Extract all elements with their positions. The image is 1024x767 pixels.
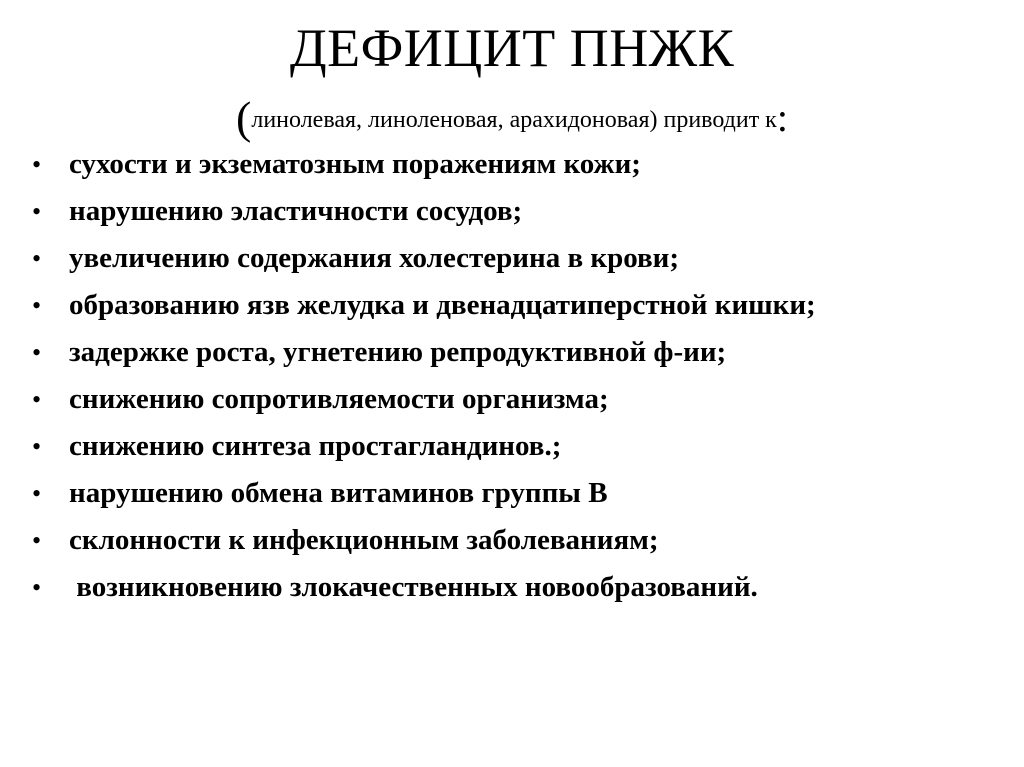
slide-title: ДЕФИЦИТ ПНЖК bbox=[289, 18, 735, 78]
list-item bbox=[32, 194, 992, 229]
list-item-text: образованию язв желудка и двенадцатиперстной кишки; bbox=[69, 289, 816, 321]
bullet-icon: • bbox=[32, 573, 42, 602]
slide-subtitle bbox=[0, 88, 1024, 150]
list-item bbox=[32, 147, 992, 182]
bullet-icon: • bbox=[32, 291, 42, 320]
list-item-text: склонности к инфекционным заболеваниям; bbox=[69, 524, 659, 556]
list-item bbox=[32, 429, 992, 464]
list-item-text: снижению синтеза простагландинов.; bbox=[69, 430, 562, 462]
list-item-text: нарушению эластичности сосудов; bbox=[69, 195, 523, 227]
list-item bbox=[32, 523, 992, 558]
list-item-text: задержке роста, угнетению репродуктивной ф-ии; bbox=[69, 336, 727, 368]
bullet-icon: • bbox=[32, 526, 42, 555]
bullet-icon: • bbox=[32, 385, 42, 414]
subtitle-text: линолевая, линоленовая, арахидоновая) приводит к bbox=[251, 107, 777, 133]
list-item bbox=[32, 476, 992, 511]
list-item-text: нарушению обмена витаминов группы В bbox=[69, 477, 608, 509]
subtitle-open-paren: ( bbox=[236, 92, 252, 143]
subtitle-colon: : bbox=[776, 95, 788, 140]
list-item bbox=[32, 570, 992, 605]
bullet-icon: • bbox=[32, 197, 42, 226]
list-item bbox=[32, 288, 929, 323]
list-item bbox=[32, 335, 992, 370]
consequences-list bbox=[32, 147, 992, 617]
list-item bbox=[32, 241, 992, 276]
bullet-icon: • bbox=[32, 432, 42, 461]
bullet-icon: • bbox=[32, 338, 42, 367]
list-item-text: увеличению содержания холестерина в крови; bbox=[69, 242, 680, 274]
list-item-text: сухости и экзематозным поражениям кожи; bbox=[69, 148, 641, 180]
list-item-text: снижению сопротивляемости организма; bbox=[69, 383, 609, 415]
bullet-icon: • bbox=[32, 479, 42, 508]
bullet-icon: • bbox=[32, 150, 42, 179]
list-item bbox=[32, 382, 992, 417]
list-item-text: возникновению злокачественных новообразований. bbox=[69, 571, 758, 603]
bullet-icon: • bbox=[32, 244, 42, 273]
